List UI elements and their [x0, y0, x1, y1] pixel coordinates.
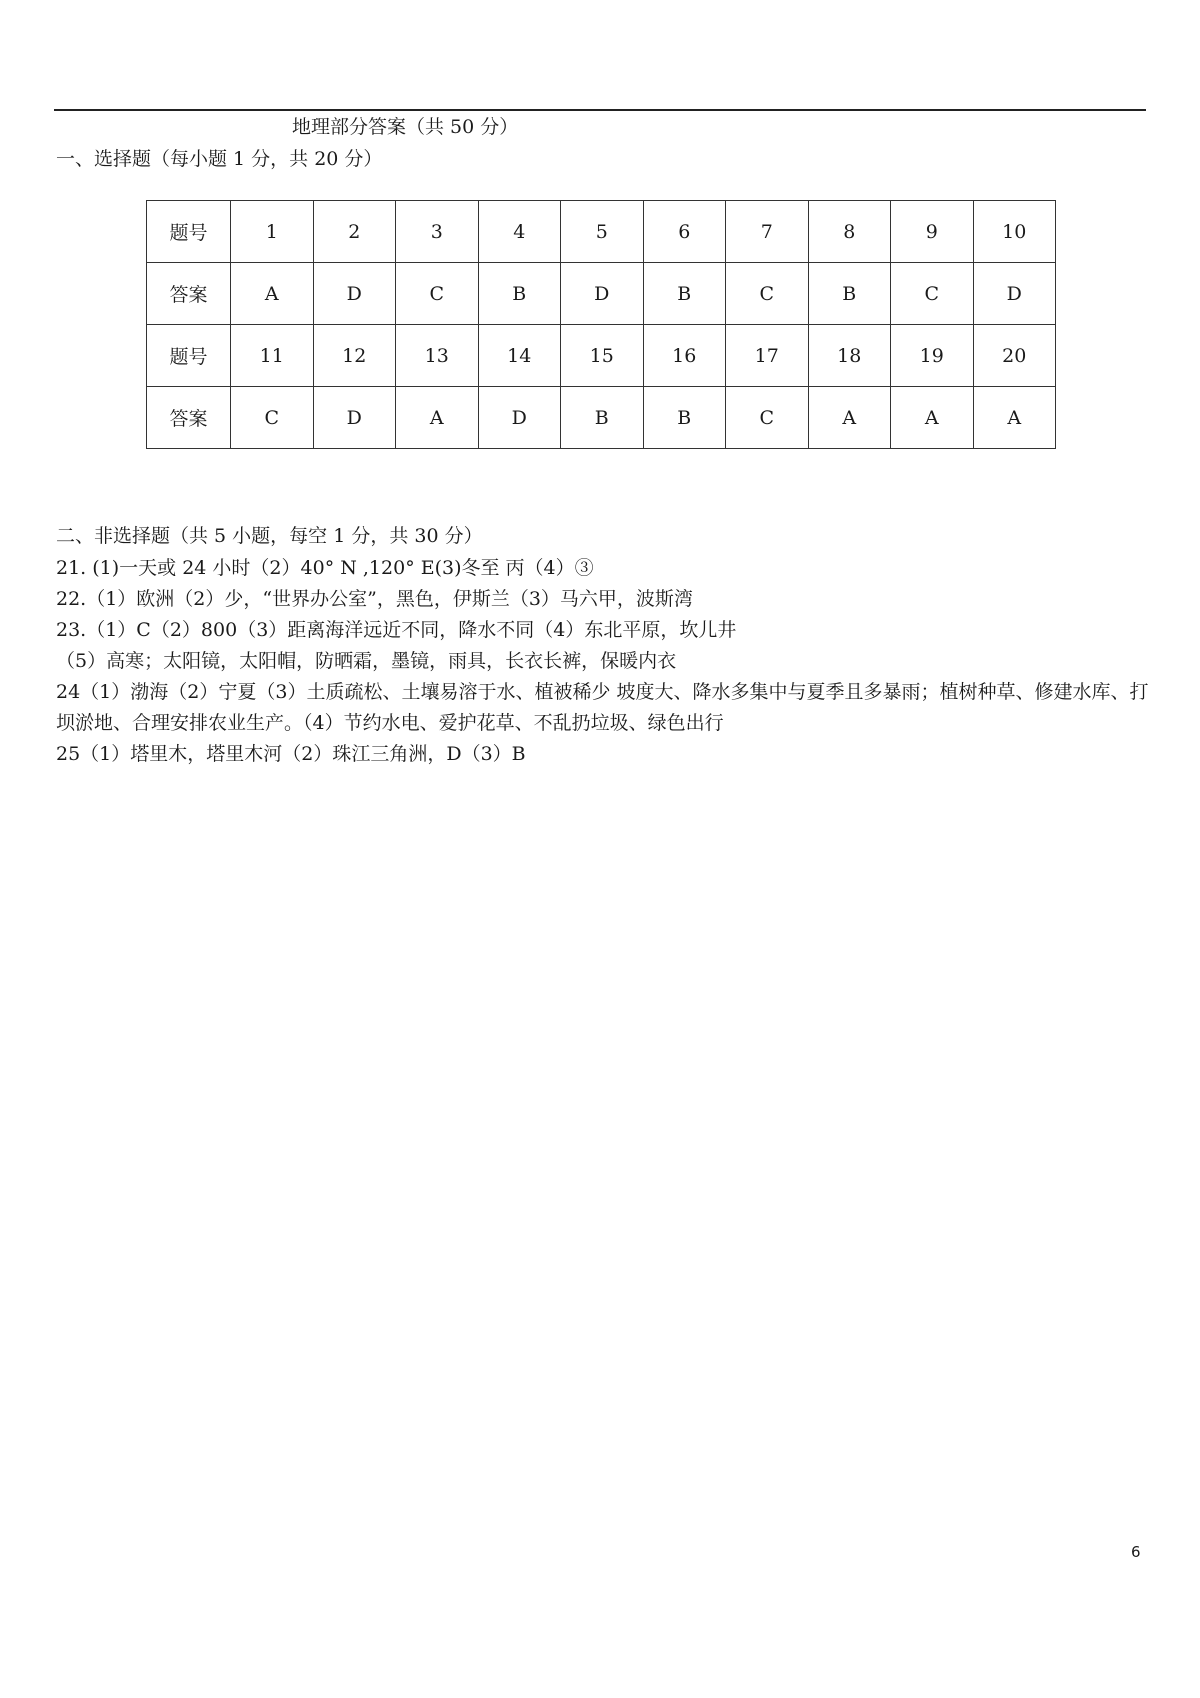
- table-cell: 19: [891, 325, 974, 387]
- answer-line-25: 25（1）塔里木，塔里木河（2）珠江三角洲，D（3）B: [56, 743, 526, 765]
- table-cell: 16: [643, 325, 726, 387]
- table-cell: D: [561, 263, 644, 325]
- table-cell: B: [561, 387, 644, 449]
- table-cell: 20: [973, 325, 1056, 387]
- table-cell: 17: [726, 325, 809, 387]
- page-title: 地理部分答案（共 50 分）: [292, 116, 519, 138]
- answer-line-23: 23.（1）C（2）800（3）距离海洋远近不同，降水不同（4）东北平原，坎儿井: [56, 619, 737, 641]
- top-rule: [54, 109, 1146, 111]
- table-cell: B: [478, 263, 561, 325]
- table-cell: 18: [808, 325, 891, 387]
- table-cell: 15: [561, 325, 644, 387]
- table-cell: 7: [726, 201, 809, 263]
- table-cell: D: [313, 387, 396, 449]
- table-cell: 1: [231, 201, 314, 263]
- table-cell: 14: [478, 325, 561, 387]
- table-cell: D: [973, 263, 1056, 325]
- row-label: 题号: [147, 325, 231, 387]
- table-cell: 9: [891, 201, 974, 263]
- table-cell: 13: [396, 325, 479, 387]
- table-cell: 10: [973, 201, 1056, 263]
- row-label: 答案: [147, 387, 231, 449]
- non-choice-answers: [56, 553, 1151, 770]
- table-cell: A: [808, 387, 891, 449]
- table-cell: D: [313, 263, 396, 325]
- table-cell: 5: [561, 201, 644, 263]
- table-cell: 8: [808, 201, 891, 263]
- table-cell: C: [231, 387, 314, 449]
- table-row-numbers-1: [147, 201, 1056, 263]
- table-cell: B: [643, 263, 726, 325]
- answer-line-22: 22.（1）欧洲（2）少，“世界办公室”，黑色，伊斯兰（3）马六甲，波斯湾: [56, 588, 693, 610]
- table-cell: B: [808, 263, 891, 325]
- table-cell: D: [478, 387, 561, 449]
- table-cell: 12: [313, 325, 396, 387]
- table-cell: 4: [478, 201, 561, 263]
- section-heading-non-choice: 二、非选择题（共 5 小题，每空 1 分，共 30 分）: [56, 525, 483, 547]
- table-cell: B: [643, 387, 726, 449]
- row-label: 答案: [147, 263, 231, 325]
- table-cell: 2: [313, 201, 396, 263]
- table-cell: C: [726, 263, 809, 325]
- table-cell: 3: [396, 201, 479, 263]
- answer-line-21: 21. (1)一天或 24 小时（2）40° N ,120° E(3)冬至 丙（4）③: [56, 557, 594, 579]
- answer-table: [146, 200, 1056, 449]
- table-cell: A: [231, 263, 314, 325]
- table-row-numbers-2: [147, 325, 1056, 387]
- row-label: 题号: [147, 201, 231, 263]
- table-cell: 11: [231, 325, 314, 387]
- table-cell: C: [396, 263, 479, 325]
- answer-line-23-cont: （5）高寒；太阳镜，太阳帽，防晒霜，墨镜，雨具，长衣长裤，保暖内衣: [56, 650, 677, 672]
- table-cell: 6: [643, 201, 726, 263]
- table-cell: A: [973, 387, 1056, 449]
- table-cell: C: [726, 387, 809, 449]
- table-row-answers-1: [147, 263, 1056, 325]
- table-row-answers-2: [147, 387, 1056, 449]
- table-cell: A: [396, 387, 479, 449]
- table-cell: C: [891, 263, 974, 325]
- answer-line-24: 24（1）渤海（2）宁夏（3）土质疏松、土壤易溶于水、植被稀少 坡度大、降水多集中与夏季且多暴雨；植树种草、修建水库、打坝淤地、合理安排农业生产。（4）节约水电、爱护花草、不乱扔垃圾、绿色出行: [56, 681, 1149, 734]
- page-number: 6: [1131, 1543, 1141, 1561]
- section-heading-choice: 一、选择题（每小题 1 分，共 20 分）: [56, 148, 383, 170]
- table-cell: A: [891, 387, 974, 449]
